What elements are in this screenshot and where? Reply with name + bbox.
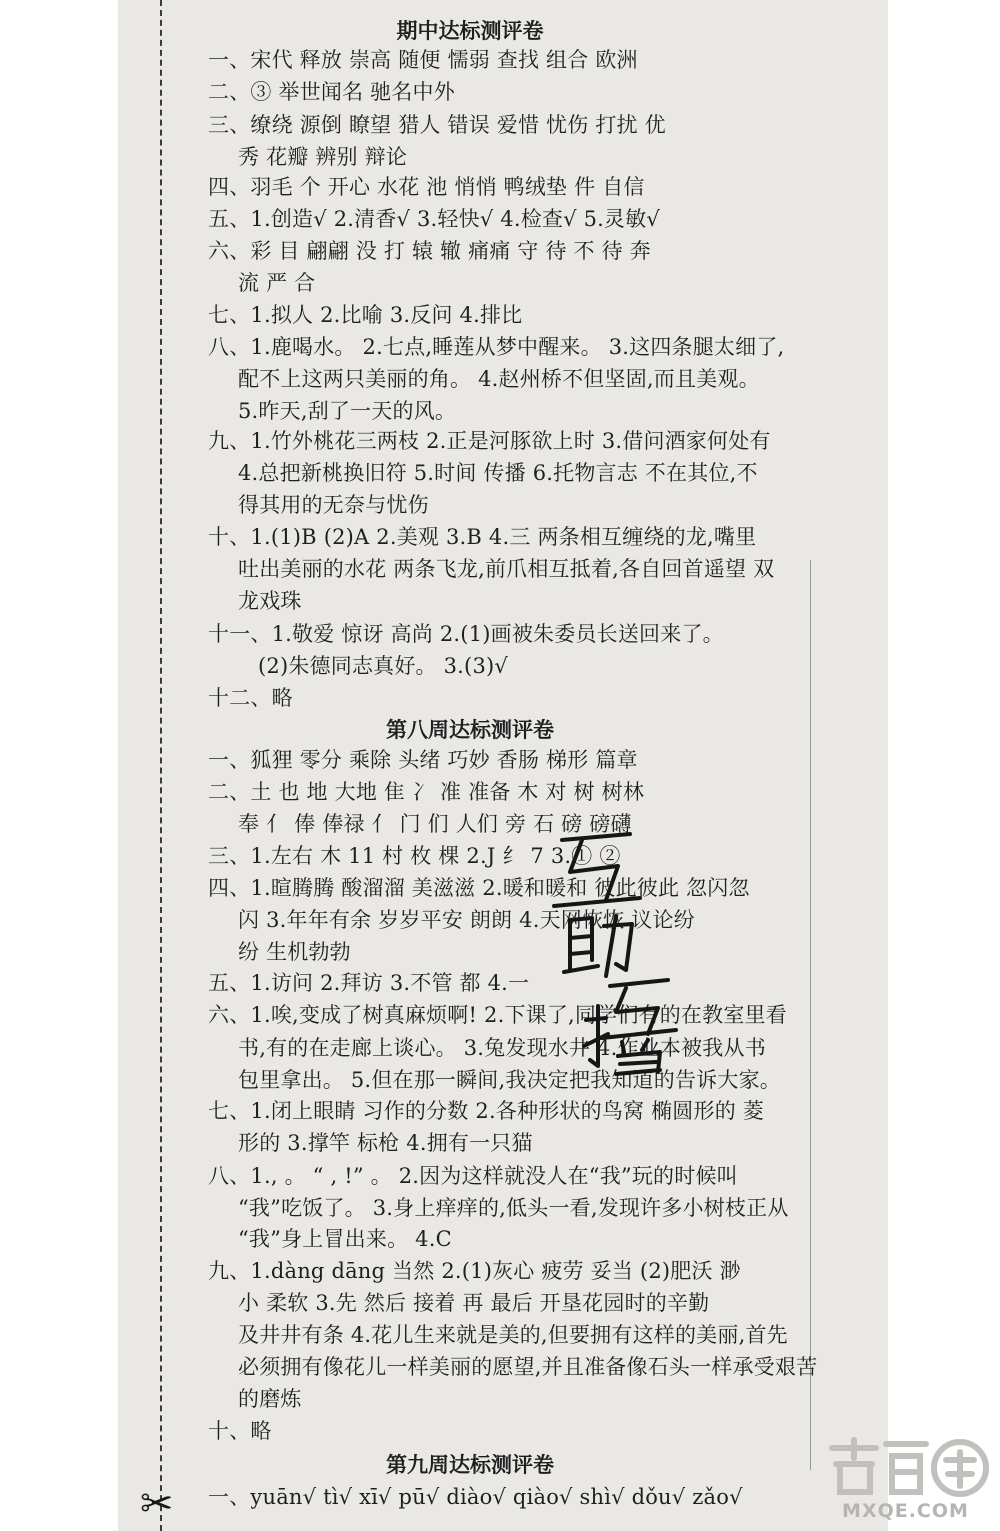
- answer-line: 的磨炼: [238, 1387, 302, 1411]
- answer-line: 5.昨天,刮了一天的风。: [238, 399, 457, 423]
- section-title-week8: 第八周达标测评卷: [386, 718, 554, 742]
- site-watermark: [818, 1430, 993, 1528]
- answer-line: 纷 生机勃勃: [238, 940, 351, 964]
- answer-line: 十一、1.敬爱 惊讶 高尚 2.(1)画被朱委员长送回来了。: [208, 622, 724, 646]
- answer-line: 吐出美丽的水花 两条飞龙,前爪相互抵着,各自回首遥望 双: [238, 557, 775, 581]
- watermark-logo-icon: [818, 1430, 993, 1500]
- answer-line: 奉 亻 俸 俸禄 亻 门 们 人们 旁 石 磅 磅礴: [238, 812, 632, 836]
- answer-line: 流 严 合: [238, 271, 316, 295]
- answer-line: 形的 3.撑竿 标枪 4.拥有一只猫: [238, 1131, 533, 1155]
- answer-line: 四、1.暄腾腾 酸溜溜 美滋滋 2.暖和暖和 彼此彼此 忽闪忽: [208, 876, 750, 900]
- answer-line: “我”身上冒出来。 4.C: [238, 1227, 452, 1251]
- answer-line: 十、1.(1)B (2)A 2.美观 3.B 4.三 两条相互缠绕的龙,嘴里: [208, 525, 757, 549]
- answer-line: 二、③ 举世闻名 驰名中外: [208, 80, 455, 104]
- answer-line: 五、1.访问 2.拜访 3.不管 都 4.一: [208, 971, 530, 995]
- answer-line: 八、1.鹿喝水。 2.七点,睡莲从梦中醒来。 3.这四条腿太细了,: [208, 335, 785, 359]
- answer-line: 必须拥有像花儿一样美丽的愿望,并且准备像石头一样承受艰苦: [238, 1355, 818, 1379]
- answer-line: 配不上这两只美丽的角。 4.赵州桥不但坚固,而且美观。: [238, 367, 760, 391]
- answer-line: 五、1.创造√ 2.清香√ 3.轻快√ 4.检查√ 5.灵敏√: [208, 207, 660, 231]
- answer-line: 秀 花瓣 辨别 辩论: [238, 145, 408, 169]
- answer-line: 4.总把新桃换旧符 5.时间 传播 6.托物言志 不在其位,不: [238, 461, 758, 485]
- answer-line: 闪 3.年年有余 岁岁平安 朗朗 4.天网恢恢 议论纷: [238, 908, 695, 932]
- handwritten-annotation: [540, 820, 690, 1080]
- answer-line: 三、缭绕 源倒 瞭望 猎人 错误 爱惜 忧伤 打扰 优: [208, 113, 666, 137]
- answer-line: 得其用的无奈与忧伤: [238, 493, 429, 517]
- answer-line: 七、1.拟人 2.比喻 3.反问 4.排比: [208, 303, 523, 327]
- answer-line: 三、1.左右 木 11 村 枚 棵 2.J 纟 7 3.① ②: [208, 844, 621, 868]
- answer-line: 包里拿出。 5.但在那一瞬间,我决定把我知道的告诉大家。: [238, 1068, 781, 1092]
- answer-line: (2)朱德同志真好。 3.(3)√: [258, 654, 508, 678]
- answer-line: 一、狐狸 零分 乘除 头绪 巧妙 香肠 梯形 篇章: [208, 748, 638, 772]
- section-title-week9: 第九周达标测评卷: [386, 1453, 554, 1477]
- answer-line: 六、1.唉,变成了树真麻烦啊! 2.下课了,同学们有的在教室里看: [208, 1003, 787, 1027]
- answer-line: 九、1.竹外桃花三两枝 2.正是河豚欲上时 3.借问酒家何处有: [208, 429, 771, 453]
- section-title-midterm: 期中达标测评卷: [396, 19, 544, 43]
- answer-line: 十二、略: [208, 686, 293, 710]
- answer-line: 一、宋代 释放 崇高 随便 懦弱 查找 组合 欧洲: [208, 48, 638, 72]
- answer-line: 四、羽毛 个 开心 水花 池 悄悄 鸭绒垫 件 自信: [208, 175, 645, 199]
- answer-line: 一、yuān√ tì√ xī√ pū√ diào√ qiào√ shì√ dǒu√ zǎo√: [208, 1485, 743, 1509]
- answer-line: 七、1.闭上眼睛 习作的分数 2.各种形状的鸟窝 椭圆形的 菱: [208, 1099, 764, 1123]
- answer-line: 九、1.dàng dāng 当然 2.(1)灰心 疲劳 妥当 (2)肥沃 渺: [208, 1259, 741, 1283]
- answer-line: 十、略: [208, 1419, 272, 1443]
- answer-line: 书,有的在走廊上谈心。 3.兔发现水井 4.作业本被我从书: [238, 1036, 766, 1060]
- answer-line: 六、彩 目 翩翩 没 打 辕 辙 痛痛 守 待 不 待 奔: [208, 239, 651, 263]
- answer-line: “我”吃饭了。 3.身上痒痒的,低头一看,发现许多小树枝正从: [238, 1196, 789, 1220]
- answer-line: 八、1., 。 “ , !” 。 2.因为这样就没人在“我”玩的时候叫: [208, 1164, 738, 1188]
- answer-line: 及井井有条 4.花儿生来就是美的,但要拥有这样的美丽,首先: [238, 1323, 788, 1347]
- answer-line: 龙戏珠: [238, 589, 302, 613]
- scissors-icon: ✂: [140, 1481, 174, 1527]
- answer-line: 二、土 也 地 大地 隹 冫 准 准备 木 对 树 树林: [208, 780, 645, 804]
- watermark-site-text: MXQE.COM: [842, 1500, 969, 1522]
- answer-line: 小 柔软 3.先 然后 接着 再 最后 开垦花园时的辛勤: [238, 1291, 710, 1315]
